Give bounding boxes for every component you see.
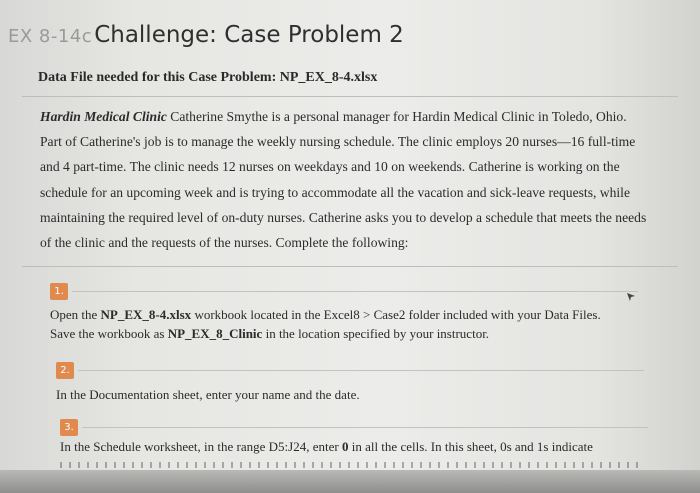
step-number-badge: 1.: [50, 283, 68, 300]
data-file-note: Data File needed for this Case Problem: NP_EX_8-4.xlsx: [38, 70, 378, 85]
divider: [22, 96, 678, 97]
step-text-part: Save the workbook as: [50, 326, 168, 341]
step-text-part: in all the cells. In this sheet, 0s and 1s indicate: [348, 439, 593, 454]
step-1-text: [50, 305, 650, 343]
organization-name: Hardin Medical Clinic: [40, 109, 167, 124]
step-2-text: In the Documentation sheet, enter your name and the date.: [56, 387, 360, 402]
step-1-line-2: [50, 324, 650, 343]
value-zero: 0: [341, 439, 349, 454]
cursor-icon: [626, 292, 636, 302]
step-1-line-1: [50, 305, 650, 324]
step-text-part: In the Schedule worksheet, in the range D5:J24, enter: [60, 439, 342, 454]
step-text-part: Open the: [50, 307, 101, 322]
case-intro: [40, 104, 650, 255]
file-name: NP_EX_8_Clinic: [167, 326, 263, 341]
page-title: Challenge: Case Problem 2: [94, 22, 404, 48]
section-number: EX 8-14c: [8, 26, 93, 47]
step-divider: [82, 427, 648, 428]
screen-bezel: [0, 470, 700, 493]
step-text-part: in the location specified by your instructor.: [262, 326, 490, 341]
intro-body: Catherine Smythe is a personal manager for Hardin Medical Clinic in Toledo, Ohio. Part of Catherine's job is to manage the weekly nursing schedule. The clinic employs 20 nurses—16 full-time and 4 part-time. The clinic needs 12 nurses on weekdays and 10 on weekends. Catherine is working on the schedule for an upcoming week and is trying to accommodate all the vacation and sick-leave requests, while maintaining the required level of on-duty nurses. Catherine asks you to develop a schedule that meets the needs of the clinic and the requests of the nurses. Complete the following:: [40, 109, 647, 251]
step-number-badge: 2.: [56, 362, 74, 379]
file-name: NP_EX_8-4.xlsx: [100, 307, 192, 322]
page-header: [8, 22, 404, 58]
step-divider: [72, 291, 638, 292]
step-number-badge: 3.: [60, 419, 78, 436]
cut-off-text: [60, 462, 640, 468]
step-divider: [78, 370, 644, 371]
step-text-part: workbook located in the Excel8 > Case2 folder included with your Data Files.: [191, 307, 601, 322]
step-3-text: [60, 437, 660, 456]
divider: [22, 266, 678, 267]
